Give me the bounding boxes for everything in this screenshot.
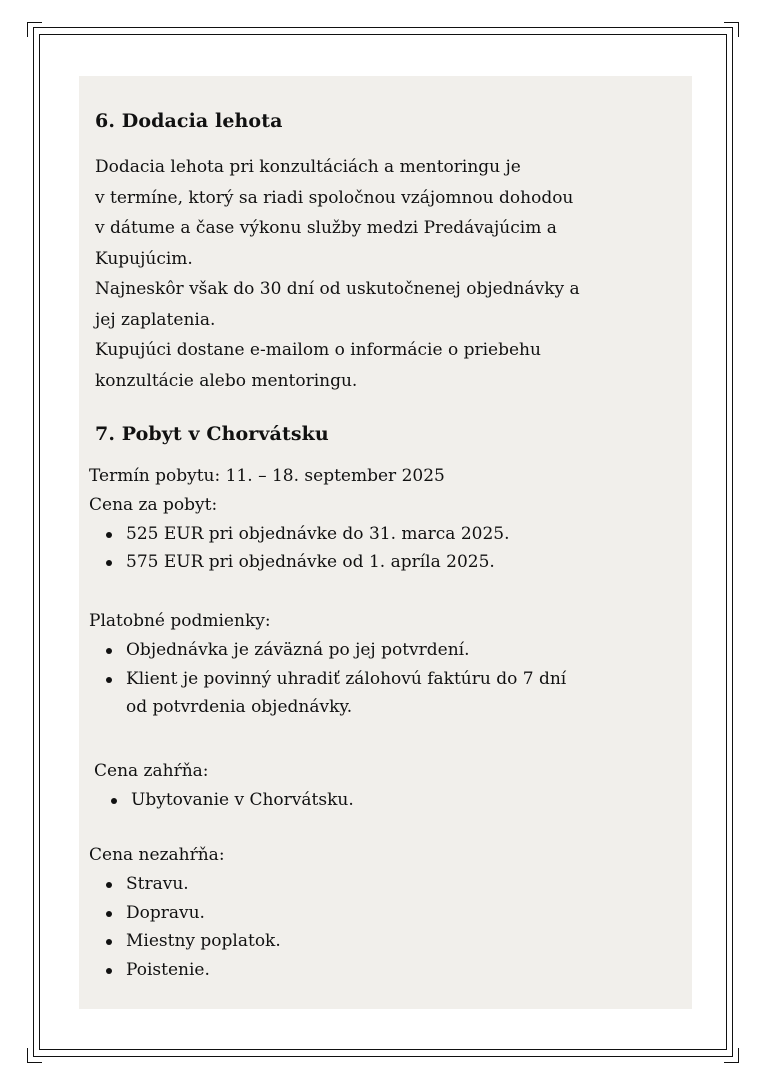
payment-block	[89, 607, 679, 722]
paragraph-line: v dátume a čase výkonu služby medzi Predávajúcim a	[95, 218, 557, 238]
list-item: Poistenie.	[89, 956, 679, 985]
list-item: Klient je povinný uhradiť zálohovú faktúru do 7 dní od potvrdenia objednávky.	[89, 665, 679, 723]
price-list	[89, 520, 679, 578]
bullet-icon	[106, 560, 112, 566]
list-item: Miestny poplatok.	[89, 927, 679, 956]
bullet-icon	[106, 648, 112, 654]
bullet-icon	[106, 939, 112, 945]
payment-list	[89, 636, 679, 722]
bullet-icon	[106, 882, 112, 888]
paragraph-line: Kupujúcim.	[95, 248, 193, 269]
paragraph-line: jej zaplatenia.	[95, 309, 216, 330]
includes-label: Cena zahŕňa:	[94, 761, 209, 781]
paragraph-line: Dodacia lehota pri konzultáciách a mentoringu je	[95, 157, 521, 177]
paragraph-line: v termíne, ktorý sa riadi spoločnou vzájomnou dohodou	[95, 187, 574, 208]
list-item: Stravu.	[89, 870, 679, 899]
list-item: 525 EUR pri objednávke do 31. marca 2025.	[89, 520, 679, 549]
list-item: 575 EUR pri objednávke od 1. apríla 2025.	[89, 548, 679, 577]
section-6-paragraph	[95, 152, 675, 396]
price-label: Cena za pobyt:	[89, 494, 218, 515]
paragraph-line: konzultácie alebo mentoringu.	[95, 370, 358, 391]
excludes-block	[89, 841, 679, 985]
list-item: Dopravu.	[89, 899, 679, 928]
frame-corner-bottom-right	[724, 1048, 739, 1063]
includes-list	[94, 786, 684, 815]
bullet-icon	[106, 532, 112, 538]
frame-corner-bottom-left	[27, 1048, 42, 1063]
list-item: Ubytovanie v Chorvátsku.	[94, 786, 684, 815]
section-7-heading: 7. Pobyt v Chorvátsku	[95, 423, 329, 445]
excludes-label: Cena nezahŕňa:	[89, 845, 225, 865]
price-block	[89, 462, 679, 577]
bullet-icon	[111, 798, 117, 804]
frame-corner-top-right	[724, 22, 739, 37]
payment-label: Platobné podmienky:	[89, 611, 271, 631]
content-panel	[79, 76, 692, 1009]
term-text: Termín pobytu: 11. – 18. september 2025	[89, 466, 445, 486]
paragraph-line: Najneskôr však do 30 dní od uskutočnenej objednávky a	[95, 279, 580, 299]
bullet-icon	[106, 677, 112, 683]
paragraph-line: Kupujúci dostane e-mailom o informácie o priebehu	[95, 340, 541, 360]
includes-block	[94, 757, 684, 815]
bullet-icon	[106, 911, 112, 917]
list-item: Objednávka je záväzná po jej potvrdení.	[89, 636, 679, 665]
excludes-list	[89, 870, 679, 985]
section-6-heading: 6. Dodacia lehota	[95, 110, 283, 132]
frame-corner-top-left	[27, 22, 42, 37]
bullet-icon	[106, 968, 112, 974]
